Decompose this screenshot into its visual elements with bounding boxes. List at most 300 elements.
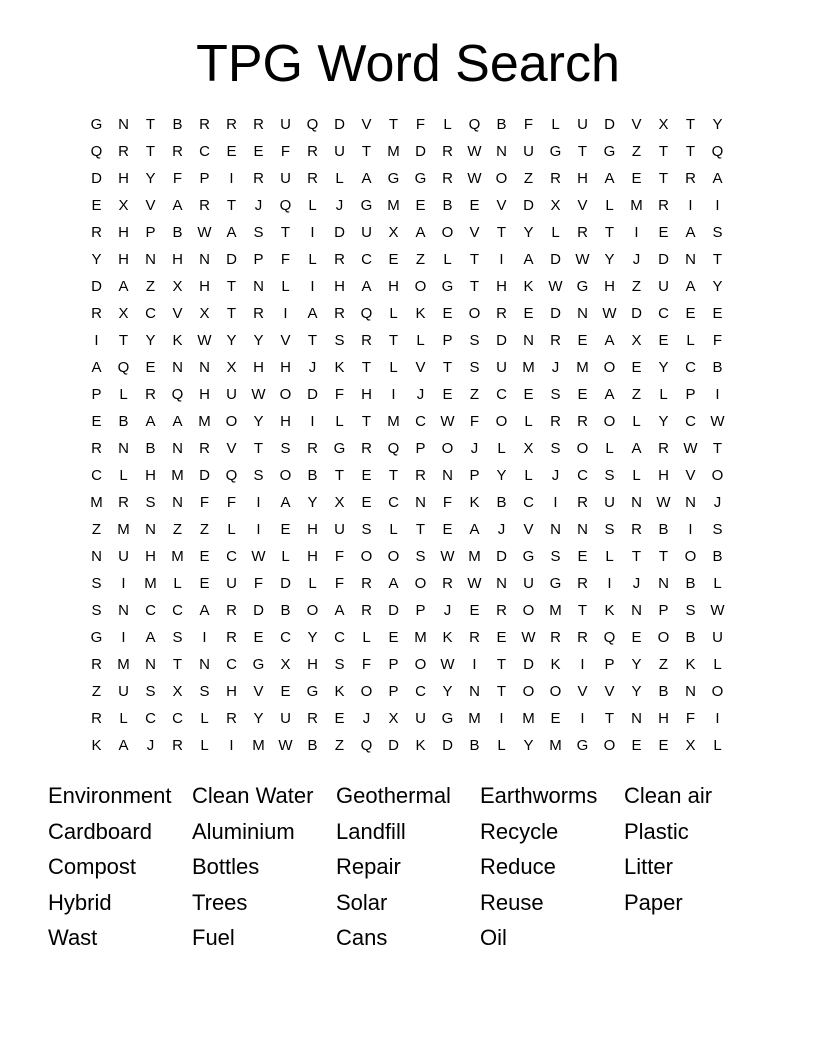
grid-letter[interactable]: M: [144, 575, 157, 592]
grid-letter[interactable]: Y: [631, 656, 642, 673]
grid-letter[interactable]: E: [442, 521, 453, 538]
grid-letter[interactable]: U: [523, 143, 534, 160]
grid-letter[interactable]: W: [683, 440, 698, 457]
grid-letter[interactable]: C: [145, 710, 156, 727]
grid-letter[interactable]: S: [685, 602, 696, 619]
grid-letter[interactable]: F: [523, 116, 534, 133]
grid-letter[interactable]: W: [440, 656, 455, 673]
grid-letter[interactable]: N: [199, 656, 210, 673]
grid-letter[interactable]: B: [685, 629, 696, 646]
grid-letter[interactable]: T: [469, 278, 480, 295]
grid-letter[interactable]: O: [657, 629, 670, 646]
grid-letter[interactable]: A: [145, 629, 156, 646]
grid-letter[interactable]: Y: [307, 494, 318, 511]
grid-letter[interactable]: V: [523, 521, 534, 538]
grid-letter[interactable]: W: [602, 305, 617, 322]
grid-letter[interactable]: R: [550, 629, 561, 646]
grid-letter[interactable]: R: [361, 602, 372, 619]
grid-letter[interactable]: L: [308, 251, 317, 268]
grid-letter[interactable]: G: [576, 737, 589, 754]
grid-letter[interactable]: T: [577, 143, 588, 160]
grid-letter[interactable]: P: [442, 332, 453, 349]
grid-letter[interactable]: U: [226, 386, 237, 403]
grid-letter[interactable]: T: [280, 224, 291, 241]
grid-letter[interactable]: A: [226, 224, 237, 241]
grid-letter[interactable]: A: [307, 305, 318, 322]
grid-letter[interactable]: J: [497, 521, 506, 538]
grid-letter[interactable]: K: [334, 359, 345, 376]
grid-letter[interactable]: U: [280, 170, 291, 187]
grid-letter[interactable]: F: [415, 116, 426, 133]
grid-letter[interactable]: G: [549, 575, 562, 592]
grid-letter[interactable]: N: [631, 494, 642, 511]
grid-letter[interactable]: B: [307, 467, 318, 484]
grid-letter[interactable]: R: [442, 575, 453, 592]
grid-letter[interactable]: H: [253, 359, 264, 376]
grid-letter[interactable]: S: [253, 224, 264, 241]
grid-letter[interactable]: X: [388, 224, 399, 241]
grid-letter[interactable]: R: [658, 197, 669, 214]
grid-letter[interactable]: Y: [91, 251, 102, 268]
grid-letter[interactable]: E: [631, 629, 642, 646]
grid-letter[interactable]: R: [361, 332, 372, 349]
grid-letter[interactable]: X: [550, 197, 561, 214]
grid-letter[interactable]: M: [468, 548, 481, 565]
grid-letter[interactable]: I: [580, 710, 585, 727]
grid-letter[interactable]: H: [388, 278, 399, 295]
grid-letter[interactable]: L: [389, 359, 398, 376]
grid-letter[interactable]: X: [172, 278, 183, 295]
grid-letter[interactable]: G: [306, 683, 319, 700]
grid-letter[interactable]: W: [548, 278, 563, 295]
grid-letter[interactable]: L: [416, 332, 425, 349]
grid-letter[interactable]: L: [497, 737, 506, 754]
grid-letter[interactable]: C: [280, 629, 291, 646]
grid-letter[interactable]: R: [172, 143, 183, 160]
grid-letter[interactable]: O: [522, 683, 535, 700]
grid-letter[interactable]: W: [467, 170, 482, 187]
grid-letter[interactable]: P: [415, 440, 426, 457]
grid-letter[interactable]: A: [172, 197, 183, 214]
grid-letter[interactable]: H: [145, 467, 156, 484]
grid-letter[interactable]: B: [685, 575, 696, 592]
grid-letter[interactable]: C: [577, 467, 588, 484]
grid-letter[interactable]: C: [226, 548, 237, 565]
grid-letter[interactable]: L: [632, 467, 641, 484]
grid-letter[interactable]: I: [121, 575, 126, 592]
grid-letter[interactable]: E: [91, 197, 102, 214]
grid-letter[interactable]: J: [308, 359, 317, 376]
grid-letter[interactable]: L: [308, 197, 317, 214]
grid-letter[interactable]: I: [391, 386, 396, 403]
grid-letter[interactable]: F: [334, 575, 345, 592]
grid-letter[interactable]: R: [307, 170, 318, 187]
grid-letter[interactable]: R: [658, 440, 669, 457]
grid-letter[interactable]: M: [576, 359, 589, 376]
grid-letter[interactable]: O: [468, 305, 481, 322]
grid-letter[interactable]: S: [91, 575, 102, 592]
grid-letter[interactable]: I: [607, 575, 612, 592]
grid-letter[interactable]: J: [335, 197, 344, 214]
grid-letter[interactable]: R: [253, 116, 264, 133]
grid-letter[interactable]: L: [713, 737, 722, 754]
grid-letter[interactable]: A: [685, 278, 696, 295]
grid-letter[interactable]: T: [361, 413, 372, 430]
grid-letter[interactable]: C: [388, 494, 399, 511]
grid-letter[interactable]: O: [414, 656, 427, 673]
grid-letter[interactable]: B: [280, 602, 291, 619]
grid-letter[interactable]: H: [172, 251, 183, 268]
grid-letter[interactable]: D: [307, 386, 318, 403]
grid-letter[interactable]: H: [307, 656, 318, 673]
grid-letter[interactable]: Y: [145, 170, 156, 187]
grid-letter[interactable]: E: [280, 683, 291, 700]
grid-letter[interactable]: G: [414, 170, 427, 187]
grid-letter[interactable]: G: [441, 710, 454, 727]
grid-letter[interactable]: R: [91, 305, 102, 322]
grid-letter[interactable]: W: [440, 548, 455, 565]
grid-letter[interactable]: I: [499, 251, 504, 268]
grid-letter[interactable]: C: [145, 602, 156, 619]
grid-letter[interactable]: T: [226, 305, 237, 322]
grid-letter[interactable]: K: [685, 656, 696, 673]
grid-letter[interactable]: B: [496, 494, 507, 511]
grid-letter[interactable]: T: [604, 224, 615, 241]
grid-letter[interactable]: M: [387, 143, 400, 160]
grid-letter[interactable]: E: [496, 629, 507, 646]
grid-letter[interactable]: P: [604, 656, 615, 673]
grid-letter[interactable]: N: [145, 656, 156, 673]
grid-letter[interactable]: G: [360, 197, 373, 214]
grid-letter[interactable]: P: [388, 683, 399, 700]
grid-letter[interactable]: L: [686, 332, 695, 349]
grid-letter[interactable]: Q: [306, 116, 319, 133]
grid-letter[interactable]: W: [197, 224, 212, 241]
grid-letter[interactable]: Z: [91, 521, 102, 538]
grid-letter[interactable]: Z: [631, 386, 642, 403]
grid-letter[interactable]: I: [256, 494, 261, 511]
grid-letter[interactable]: M: [630, 197, 643, 214]
grid-letter[interactable]: D: [91, 170, 102, 187]
grid-letter[interactable]: H: [280, 359, 291, 376]
grid-letter[interactable]: T: [388, 467, 399, 484]
grid-letter[interactable]: Y: [496, 467, 507, 484]
grid-letter[interactable]: Y: [658, 359, 669, 376]
grid-letter[interactable]: P: [388, 656, 399, 673]
grid-letter[interactable]: O: [414, 278, 427, 295]
grid-letter[interactable]: A: [334, 602, 345, 619]
grid-letter[interactable]: R: [577, 629, 588, 646]
grid-letter[interactable]: I: [256, 521, 261, 538]
grid-letter[interactable]: U: [604, 494, 615, 511]
grid-letter[interactable]: E: [658, 737, 669, 754]
grid-letter[interactable]: Y: [253, 710, 264, 727]
grid-letter[interactable]: H: [199, 386, 210, 403]
grid-letter[interactable]: E: [361, 494, 372, 511]
grid-letter[interactable]: X: [388, 710, 399, 727]
grid-letter[interactable]: N: [118, 602, 129, 619]
grid-letter[interactable]: G: [549, 143, 562, 160]
grid-letter[interactable]: U: [415, 710, 426, 727]
grid-letter[interactable]: C: [172, 710, 183, 727]
grid-letter[interactable]: J: [416, 386, 425, 403]
grid-letter[interactable]: I: [310, 278, 315, 295]
grid-letter[interactable]: X: [226, 359, 237, 376]
grid-letter[interactable]: L: [200, 710, 209, 727]
grid-letter[interactable]: R: [226, 602, 237, 619]
grid-letter[interactable]: O: [414, 575, 427, 592]
grid-letter[interactable]: R: [118, 494, 129, 511]
grid-letter[interactable]: O: [603, 737, 616, 754]
grid-letter[interactable]: T: [496, 656, 507, 673]
grid-letter[interactable]: B: [712, 548, 723, 565]
grid-letter[interactable]: I: [202, 629, 207, 646]
grid-letter[interactable]: P: [145, 224, 156, 241]
grid-letter[interactable]: K: [442, 629, 453, 646]
grid-letter[interactable]: U: [523, 575, 534, 592]
grid-letter[interactable]: E: [334, 710, 345, 727]
grid-letter[interactable]: W: [278, 737, 293, 754]
grid-letter[interactable]: T: [361, 359, 372, 376]
grid-letter[interactable]: C: [415, 683, 426, 700]
grid-letter[interactable]: M: [387, 197, 400, 214]
grid-letter[interactable]: R: [685, 170, 696, 187]
grid-letter[interactable]: O: [711, 683, 724, 700]
grid-letter[interactable]: V: [415, 359, 426, 376]
grid-letter[interactable]: R: [550, 170, 561, 187]
grid-letter[interactable]: W: [251, 548, 266, 565]
grid-letter[interactable]: O: [279, 386, 292, 403]
grid-letter[interactable]: T: [685, 116, 696, 133]
grid-letter[interactable]: T: [712, 440, 723, 457]
grid-letter[interactable]: I: [634, 224, 639, 241]
grid-letter[interactable]: N: [550, 521, 561, 538]
grid-letter[interactable]: L: [308, 575, 317, 592]
grid-letter[interactable]: H: [280, 413, 291, 430]
grid-letter[interactable]: L: [227, 521, 236, 538]
grid-letter[interactable]: U: [496, 359, 507, 376]
grid-letter[interactable]: D: [658, 251, 669, 268]
grid-letter[interactable]: T: [604, 710, 615, 727]
grid-letter[interactable]: N: [199, 359, 210, 376]
grid-letter[interactable]: E: [91, 413, 102, 430]
grid-letter[interactable]: Z: [658, 656, 669, 673]
grid-letter[interactable]: T: [712, 251, 723, 268]
grid-letter[interactable]: F: [253, 575, 264, 592]
grid-letter[interactable]: U: [118, 548, 129, 565]
grid-letter[interactable]: U: [577, 116, 588, 133]
grid-letter[interactable]: K: [469, 494, 480, 511]
grid-letter[interactable]: E: [145, 359, 156, 376]
grid-letter[interactable]: S: [172, 629, 183, 646]
grid-letter[interactable]: G: [333, 440, 346, 457]
grid-letter[interactable]: H: [118, 251, 129, 268]
grid-letter[interactable]: Y: [658, 413, 669, 430]
grid-letter[interactable]: D: [334, 224, 345, 241]
grid-letter[interactable]: N: [631, 602, 642, 619]
grid-letter[interactable]: T: [685, 143, 696, 160]
grid-letter[interactable]: R: [91, 440, 102, 457]
grid-letter[interactable]: S: [712, 224, 723, 241]
grid-letter[interactable]: T: [226, 197, 237, 214]
grid-letter[interactable]: N: [685, 251, 696, 268]
grid-letter[interactable]: Q: [90, 143, 103, 160]
grid-letter[interactable]: F: [172, 170, 183, 187]
grid-letter[interactable]: D: [442, 737, 453, 754]
grid-letter[interactable]: D: [550, 305, 561, 322]
grid-letter[interactable]: H: [496, 278, 507, 295]
grid-letter[interactable]: G: [90, 116, 103, 133]
grid-letter[interactable]: O: [603, 413, 616, 430]
grid-letter[interactable]: N: [496, 143, 507, 160]
grid-letter[interactable]: H: [307, 548, 318, 565]
grid-letter[interactable]: A: [361, 170, 372, 187]
grid-letter[interactable]: F: [280, 143, 291, 160]
grid-letter[interactable]: C: [685, 359, 696, 376]
grid-letter[interactable]: R: [199, 197, 210, 214]
grid-letter[interactable]: L: [443, 116, 452, 133]
grid-letter[interactable]: N: [145, 251, 156, 268]
grid-letter[interactable]: W: [656, 494, 671, 511]
grid-letter[interactable]: H: [577, 170, 588, 187]
grid-letter[interactable]: A: [118, 737, 129, 754]
grid-letter[interactable]: A: [685, 224, 696, 241]
grid-letter[interactable]: E: [442, 305, 453, 322]
grid-letter[interactable]: J: [551, 467, 560, 484]
grid-letter[interactable]: L: [173, 575, 182, 592]
grid-letter[interactable]: R: [550, 413, 561, 430]
grid-letter[interactable]: I: [580, 656, 585, 673]
grid-letter[interactable]: A: [415, 224, 426, 241]
grid-letter[interactable]: A: [361, 278, 372, 295]
grid-letter[interactable]: Q: [117, 359, 130, 376]
grid-letter[interactable]: L: [119, 710, 128, 727]
grid-letter[interactable]: R: [199, 116, 210, 133]
grid-letter[interactable]: L: [443, 251, 452, 268]
grid-letter[interactable]: V: [604, 683, 615, 700]
grid-letter[interactable]: D: [388, 737, 399, 754]
grid-letter[interactable]: L: [551, 116, 560, 133]
grid-letter[interactable]: B: [307, 737, 318, 754]
grid-letter[interactable]: P: [469, 467, 480, 484]
grid-letter[interactable]: R: [199, 440, 210, 457]
grid-letter[interactable]: O: [711, 467, 724, 484]
grid-letter[interactable]: D: [199, 467, 210, 484]
grid-letter[interactable]: T: [442, 359, 453, 376]
grid-letter[interactable]: L: [389, 305, 398, 322]
grid-letter[interactable]: W: [467, 575, 482, 592]
grid-letter[interactable]: M: [549, 737, 562, 754]
grid-letter[interactable]: L: [200, 737, 209, 754]
grid-letter[interactable]: O: [279, 467, 292, 484]
grid-letter[interactable]: F: [280, 251, 291, 268]
grid-letter[interactable]: R: [631, 521, 642, 538]
grid-letter[interactable]: J: [362, 710, 371, 727]
grid-letter[interactable]: Q: [468, 116, 481, 133]
grid-letter[interactable]: R: [577, 224, 588, 241]
grid-letter[interactable]: W: [440, 413, 455, 430]
grid-letter[interactable]: D: [226, 251, 237, 268]
grid-letter[interactable]: U: [280, 710, 291, 727]
grid-letter[interactable]: C: [91, 467, 102, 484]
grid-letter[interactable]: H: [307, 521, 318, 538]
grid-letter[interactable]: A: [145, 413, 156, 430]
grid-letter[interactable]: F: [685, 710, 696, 727]
grid-letter[interactable]: A: [604, 170, 615, 187]
grid-letter[interactable]: E: [631, 359, 642, 376]
grid-letter[interactable]: H: [226, 683, 237, 700]
grid-letter[interactable]: R: [91, 710, 102, 727]
grid-letter[interactable]: S: [604, 521, 615, 538]
grid-letter[interactable]: A: [604, 386, 615, 403]
grid-letter[interactable]: T: [577, 602, 588, 619]
grid-letter[interactable]: E: [253, 143, 264, 160]
grid-letter[interactable]: Z: [334, 737, 345, 754]
grid-letter[interactable]: E: [280, 521, 291, 538]
grid-letter[interactable]: S: [334, 656, 345, 673]
grid-letter[interactable]: L: [551, 224, 560, 241]
grid-letter[interactable]: P: [253, 251, 264, 268]
grid-letter[interactable]: N: [685, 683, 696, 700]
grid-letter[interactable]: V: [577, 683, 588, 700]
grid-letter[interactable]: U: [712, 629, 723, 646]
grid-letter[interactable]: A: [712, 170, 723, 187]
grid-letter[interactable]: S: [469, 359, 480, 376]
grid-letter[interactable]: N: [415, 494, 426, 511]
grid-letter[interactable]: V: [172, 305, 183, 322]
grid-letter[interactable]: R: [307, 710, 318, 727]
grid-letter[interactable]: O: [522, 602, 535, 619]
grid-letter[interactable]: F: [712, 332, 723, 349]
grid-letter[interactable]: X: [118, 305, 129, 322]
grid-letter[interactable]: O: [576, 440, 589, 457]
grid-letter[interactable]: D: [253, 602, 264, 619]
grid-letter[interactable]: M: [414, 629, 427, 646]
grid-letter[interactable]: R: [496, 602, 507, 619]
grid-letter[interactable]: M: [198, 413, 211, 430]
grid-letter[interactable]: O: [360, 683, 373, 700]
grid-letter[interactable]: F: [442, 494, 453, 511]
grid-letter[interactable]: R: [118, 143, 129, 160]
grid-letter[interactable]: K: [334, 683, 345, 700]
grid-letter[interactable]: I: [94, 332, 99, 349]
grid-letter[interactable]: I: [715, 710, 720, 727]
grid-letter[interactable]: T: [496, 683, 507, 700]
grid-letter[interactable]: T: [145, 116, 156, 133]
grid-letter[interactable]: R: [442, 143, 453, 160]
grid-letter[interactable]: S: [334, 332, 345, 349]
grid-letter[interactable]: T: [658, 170, 669, 187]
grid-letter[interactable]: B: [172, 224, 183, 241]
grid-letter[interactable]: D: [388, 602, 399, 619]
grid-letter[interactable]: P: [658, 602, 669, 619]
grid-letter[interactable]: Z: [631, 278, 642, 295]
grid-letter[interactable]: X: [658, 116, 669, 133]
grid-letter[interactable]: Q: [360, 305, 373, 322]
grid-letter[interactable]: A: [118, 278, 129, 295]
grid-letter[interactable]: Q: [711, 143, 724, 160]
grid-letter[interactable]: C: [334, 629, 345, 646]
grid-letter[interactable]: B: [658, 683, 669, 700]
grid-letter[interactable]: O: [360, 548, 373, 565]
grid-letter[interactable]: S: [550, 548, 561, 565]
grid-letter[interactable]: T: [172, 656, 183, 673]
grid-letter[interactable]: I: [283, 305, 288, 322]
grid-letter[interactable]: D: [415, 143, 426, 160]
grid-letter[interactable]: W: [521, 629, 536, 646]
grid-letter[interactable]: U: [334, 521, 345, 538]
grid-letter[interactable]: V: [361, 116, 372, 133]
